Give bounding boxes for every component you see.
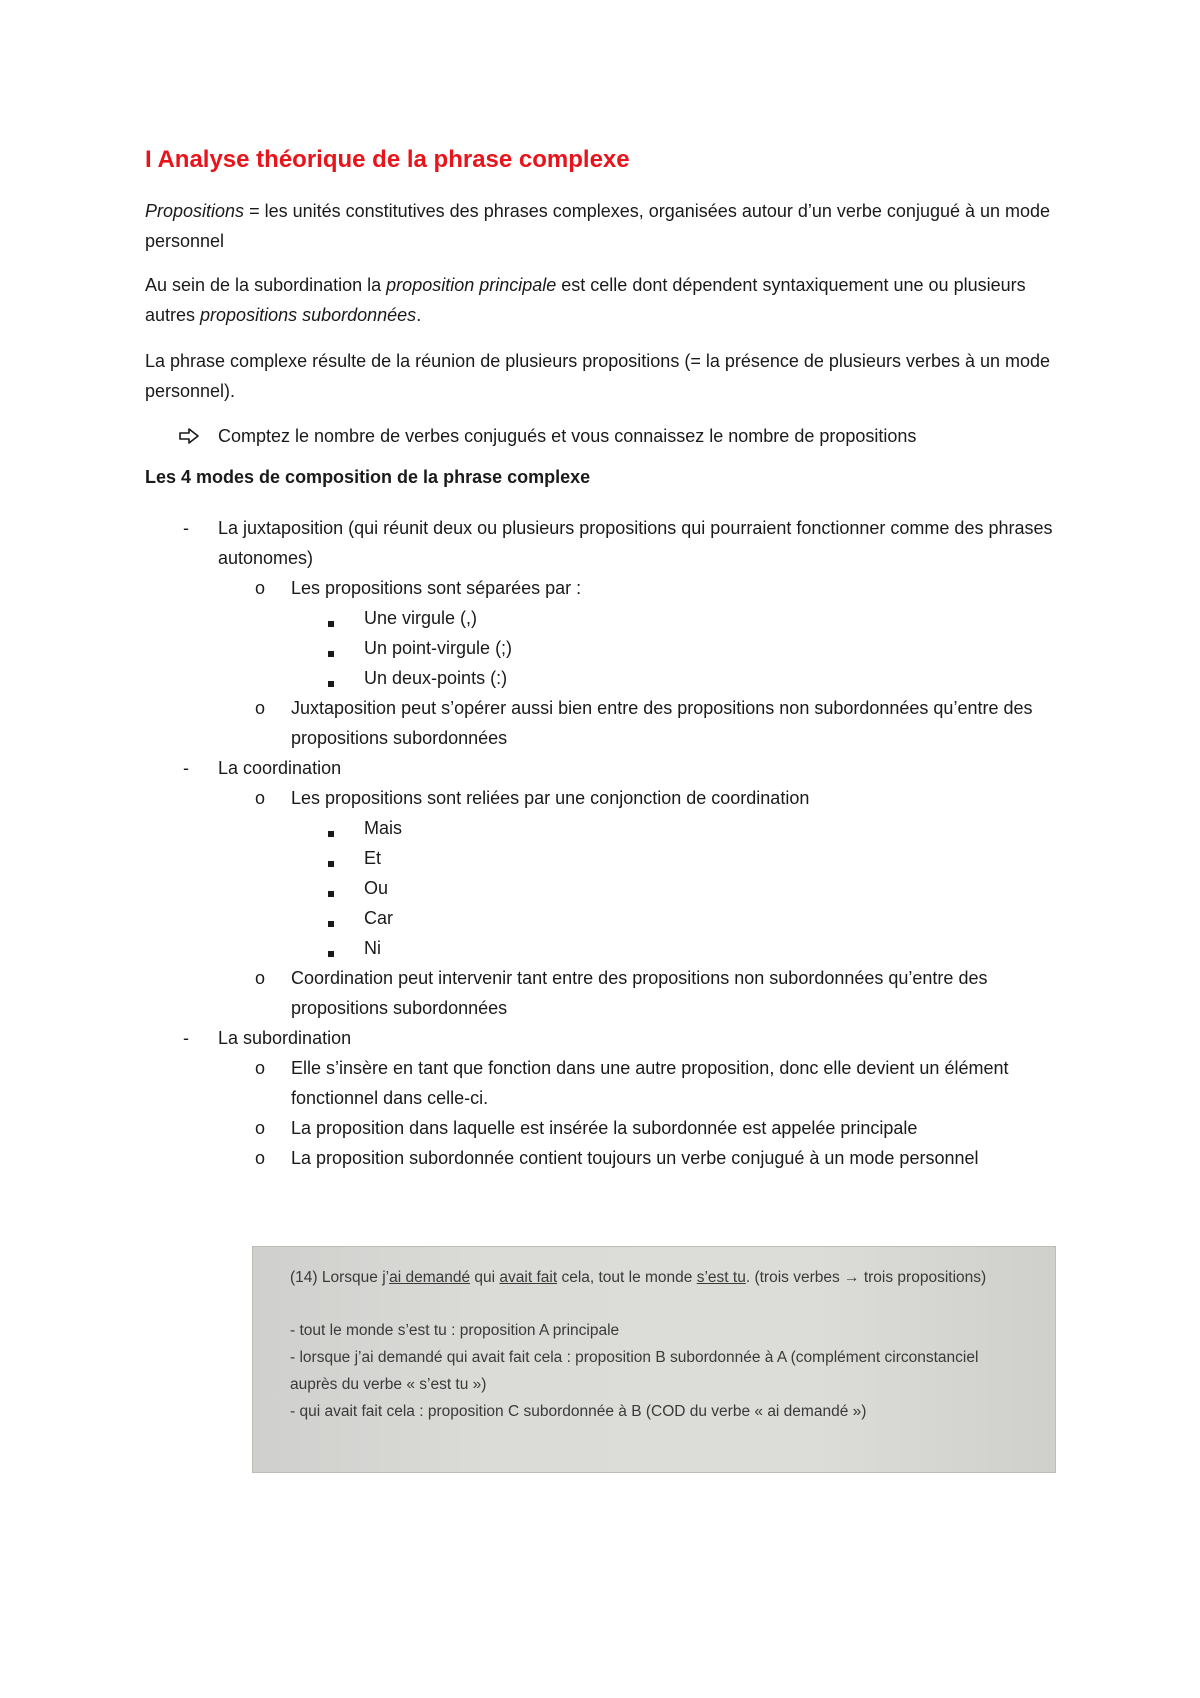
list-item: La proposition subordonnée contient toujours un verbe conjugué à un mode personnel bbox=[291, 1148, 979, 1168]
circle-marker: o bbox=[255, 578, 266, 598]
example-analysis-line: auprès du verbe « s’est tu ») bbox=[290, 1376, 487, 1393]
paragraph-propositions bbox=[145, 196, 1065, 256]
text-segment: qui bbox=[470, 1269, 500, 1286]
document-title: I Analyse théorique de la phrase complexe bbox=[145, 146, 630, 173]
text-segment: cela, tout le monde bbox=[557, 1269, 697, 1286]
list-item: Elle s’insère en tant que fonction dans une autre proposition, donc elle devient un élément fonctionnel dans celle-ci. bbox=[291, 1058, 1009, 1108]
list-item: Les propositions sont séparées par : bbox=[291, 578, 582, 598]
underlined-verb: ai demandé bbox=[389, 1269, 471, 1286]
list-item-subordination: La subordination bbox=[218, 1028, 352, 1048]
list-item: Les propositions sont reliées par une conjonction de coordination bbox=[291, 788, 810, 808]
list-item: Juxtaposition peut s’opérer aussi bien entre des propositions non subordonnées qu’entre des propositions subordonnées bbox=[291, 698, 1033, 748]
list-item: Car bbox=[364, 908, 394, 928]
list-item: Une virgule (,) bbox=[364, 608, 478, 628]
underlined-verb: s’est tu bbox=[696, 1269, 746, 1286]
example-photo bbox=[252, 1246, 1056, 1473]
list-item-juxtaposition: La juxtaposition (qui réunit deux ou plusieurs propositions qui pourraient fonctionner comme des phrases autonomes) bbox=[218, 518, 1053, 568]
arrow-note bbox=[178, 421, 916, 451]
dash-marker: - bbox=[183, 518, 189, 538]
text-segment: est celle dont dépendent syntaxiquement une ou plusieurs autres bbox=[145, 275, 1026, 325]
list-item-coordination: La coordination bbox=[218, 758, 342, 778]
example-analysis-line: - lorsque j’ai demandé qui avait fait cela : proposition B subordonnée à A (complément circonstanciel bbox=[290, 1349, 979, 1366]
square-bullet bbox=[328, 944, 348, 962]
circle-marker: o bbox=[255, 788, 266, 808]
arrow-right-icon bbox=[178, 421, 218, 451]
underlined-verb: avait fait bbox=[499, 1269, 558, 1286]
circle-marker: o bbox=[255, 968, 266, 988]
square-bullet bbox=[328, 854, 348, 872]
dash-marker: - bbox=[183, 758, 189, 778]
list-item: Coordination peut intervenir tant entre des propositions non subordonnées qu’entre des propositions subordonnées bbox=[291, 968, 988, 1018]
list-item: Un deux-points (:) bbox=[364, 668, 508, 688]
term-propositions: Propositions bbox=[145, 201, 245, 221]
dash-marker: - bbox=[183, 1028, 189, 1048]
text-segment: . bbox=[416, 305, 422, 325]
list-item: Un point-virgule (;) bbox=[364, 638, 513, 658]
square-bullet bbox=[328, 644, 348, 662]
circle-marker: o bbox=[255, 698, 266, 718]
circle-marker: o bbox=[255, 1118, 266, 1138]
text-segment: Au sein de la subordination la bbox=[145, 275, 387, 295]
circle-marker: o bbox=[255, 1058, 266, 1078]
term-subordinate: propositions subordonnées bbox=[200, 305, 417, 325]
square-bullet bbox=[328, 674, 348, 692]
definition-text: = les unités constitutives des phrases complexes, organisées autour d’un verbe conjugué à un mode personnel bbox=[145, 201, 1051, 251]
list-item: La proposition dans laquelle est insérée la subordonnée est appelée principale bbox=[291, 1118, 918, 1138]
paragraph-complex-sentence: La phrase complexe résulte de la réunion de plusieurs propositions (= la présence de plusieurs verbes à un mode personnel). bbox=[145, 351, 1051, 401]
square-bullet bbox=[328, 884, 348, 902]
list-item: Mais bbox=[364, 818, 403, 838]
square-bullet bbox=[328, 824, 348, 842]
list-item: Et bbox=[364, 848, 382, 868]
circle-marker: o bbox=[255, 1148, 266, 1168]
text-segment: . (trois verbes → trois propositions) bbox=[745, 1269, 987, 1286]
example-analysis-line: - qui avait fait cela : proposition C subordonnée à B (COD du verbe « ai demandé ») bbox=[290, 1403, 867, 1420]
paragraph-subordination-intro bbox=[145, 270, 1065, 330]
square-bullet bbox=[328, 614, 348, 632]
text-segment: (14) Lorsque j’ bbox=[290, 1269, 390, 1286]
example-analysis-line: - tout le monde s’est tu : proposition A principale bbox=[290, 1322, 620, 1339]
example-sentence bbox=[290, 1269, 986, 1287]
list-item: Ou bbox=[364, 878, 389, 898]
arrow-note-text: Comptez le nombre de verbes conjugués et vous connaissez le nombre de propositions bbox=[218, 426, 917, 446]
term-principal: proposition principale bbox=[386, 275, 557, 295]
list-item: Ni bbox=[364, 938, 381, 958]
square-bullet bbox=[328, 914, 348, 932]
section-heading: Les 4 modes de composition de la phrase complexe bbox=[145, 467, 591, 487]
